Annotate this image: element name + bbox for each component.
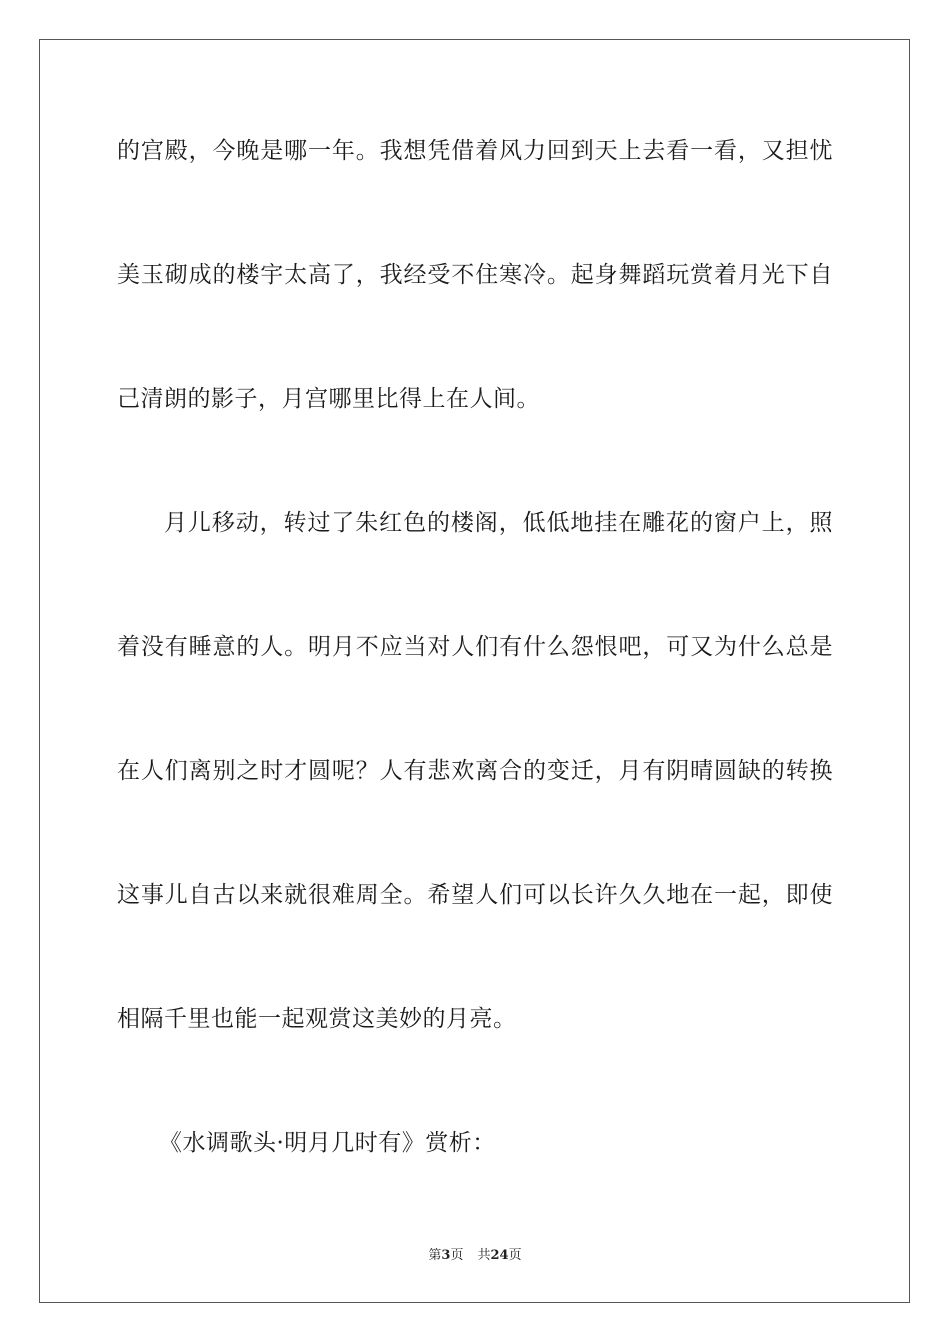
section-heading: 《水调歌头·明月几时有》赏析： xyxy=(159,1130,496,1156)
paragraph-line-2: 美玉砌成的楼宇太高了，我经受不住寒冷。起身舞蹈玩赏着月光下自 xyxy=(117,262,833,288)
total-suffix: 页 xyxy=(508,1248,522,1263)
page-number: 3 xyxy=(441,1248,451,1263)
paragraph-line-8: 相隔千里也能一起观赏这美妙的月亮。 xyxy=(117,1006,517,1032)
paragraph-line-6: 在人们离别之时才圆呢？人有悲欢离合的变迁，月有阴晴圆缺的转换 xyxy=(117,758,833,784)
page-border xyxy=(39,39,910,1303)
paragraph-line-5: 着没有睡意的人。明月不应当对人们有什么怨恨吧，可又为什么总是 xyxy=(117,634,833,660)
paragraph-line-4: 月儿移动，转过了朱红色的楼阁，低低地挂在雕花的窗户上，照 xyxy=(164,510,833,536)
paragraph-line-3: 己清朗的影子，月宫哪里比得上在人间。 xyxy=(117,386,540,412)
total-prefix: 共 xyxy=(477,1248,491,1263)
page-footer xyxy=(0,1247,950,1265)
page-prefix: 第 xyxy=(428,1248,442,1263)
paragraph-line-7: 这事儿自古以来就很难周全。希望人们可以长许久久地在一起，即使 xyxy=(117,882,833,908)
paragraph-line-1: 的宫殿，今晚是哪一年。我想凭借着风力回到天上去看一看，又担忧 xyxy=(117,138,833,164)
page-suffix: 页 xyxy=(450,1248,464,1263)
total-pages: 24 xyxy=(490,1248,509,1263)
